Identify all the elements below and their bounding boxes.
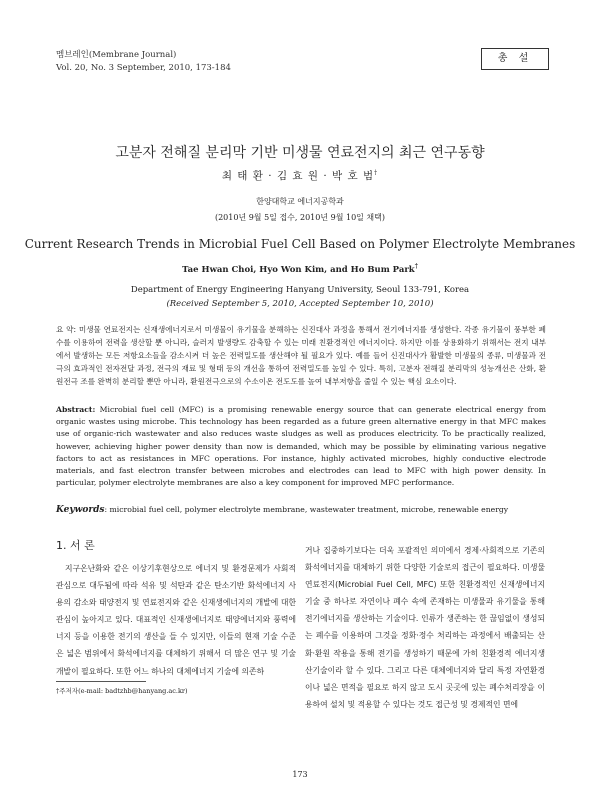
journal-name: 멤브레인(Membrane Journal) <box>56 50 177 60</box>
article-type-badge: 총 설 <box>481 48 549 70</box>
page-number: 173 <box>292 770 308 779</box>
english-abstract-text: Microbial fuel cell (MFC) is a promising renewable energy source that can generate electrical energy from organic wastes using microbe. This technology has been regarded as a future green alternative energy in that MFC makes use of organic-rich wastewater and also reduces waste sludges as well as produces electricity. To be practically realized, however, achieving higher power density than now is demanded, which may be possible by eliminating various negative factors to act as resistances in MFC operations. For instance, highly activated microbes, highly conductive electrode materials, and fast electron transfer between microbes and electrodes can lead to MFC with high power density. In particular, polymer electrolyte membranes are also a key component for improved MFC performance. <box>56 405 546 488</box>
english-abstract-label: Abstract: <box>56 405 96 414</box>
korean-abstract-text: 미생물 연료전지는 신재생에너지로서 미생물이 유기물을 분해하는 신진대사 과정을 통해서 전기에너지를 생성한다. 각종 유기물이 풍부한 폐수를 이용하여 전력을 생산할 뿐 아니라, 슬러지 발생량도 감축할 수 있는 미래 친환경적인 에너지이다. 하지만 이를 상용화하기 위해서는 전지 내부에서 발생하는 모든 저항요소들을 감소시켜 더 높은 전력밀도를 생산해야 될 필요가 있다. 예를 들어 신진대사가 활발한 미생물의 종류, 미생물과 전극의 효과적인 전자전달 과정, 전극의 재료 및 형태 등의 개선을 통하여 전력밀도를 높일 수 있다. 특히, 고분자 전해질 분리막의 성능개선은 산화, 환원전극 조를 완벽히 분리할 뿐만 아니라, 환원전극으로의 수소이온 전도도를 높여 내부저항을 줄일 수 있는 핵심 요소이다. <box>56 325 546 386</box>
english-affiliation: Department of Energy Engineering Hanyang University, Seoul 133-791, Korea <box>130 285 470 295</box>
footnote-divider <box>56 681 146 682</box>
korean-abstract-label: 요 약: <box>56 325 77 334</box>
section-heading: 1. 서 론 <box>56 539 95 552</box>
english-authors-names: Tae Hwan Choi, Hyo Won Kim, and Ho Bum Park <box>182 264 415 275</box>
keywords-text: : microbial fuel cell, polymer electrolyte membrane, wastewater treatment, microbe, renewable energy <box>104 505 509 514</box>
body-column-left: 지구온난화와 같은 이상기후현상으로 에너지 및 환경문제가 사회적 관심으로 대두됨에 따라 석유 및 석탄과 같은 탄소기반 화석에너지 사용의 감소와 태양전지 및 연료전지와 같은 신재생에너지의 개발에 대한 관심이 높아지고 있다. 대표적인 신재생에너지로 태양에너지와 풍력에너지 등을 이용한 전기의 생산을 들 수 있지만, 이들의 현재 기술 수준은 넓은 범위에서 화석에너지를 대체하기 위해서 더 많은 연구 및 기술개발이 필요하다. 또한 어느 하나의 대체에너지 기술에 의존하 <box>56 564 296 676</box>
keywords-label: Keywords <box>56 505 105 515</box>
english-title: Current Research Trends in Microbial Fuel Cell Based on Polymer Electrolyte Membranes <box>24 237 576 251</box>
corresponding-author-mark: † <box>374 169 379 177</box>
korean-received-dates: (2010년 9월 5일 접수, 2010년 9월 10일 채택) <box>214 213 386 222</box>
korean-affiliation: 한양대학교 에너지공학과 <box>256 197 344 206</box>
body-column-right: 거나 집중하기보다는 더욱 포괄적인 의미에서 경제·사회적으로 기존의 화석에너지를 대체하기 위한 다양한 기술로의 접근이 필요하다. 미생물 연료전지(Microbial Fuel Cell, MFC) 또한 친환경적인 신재생에너지 기술 중 하나로 자연이나 폐수 속에 존재하는 미생물과 유기물을 통해 전기에너지를 생산하는 기술이다. 인류가 생존하는 한 끊임없이 생성되는 폐수를 이용하며 그것을 정화·정수 처리하는 과정에서 배출되는 산화·환원 작용을 통해 전기를 생성하기 때문에 가히 친환경적 에너지생산기술이라 할 수 있다. 그리고 다른 대체에너지와 달리 특정 자연환경이나 넓은 면적을 필요로 하지 않고 도시 곳곳에 있는 폐수처리장을 이용하여 설치 및 적용할 수 있다는 것도 접근성 및 경제적인 면에 <box>305 546 545 709</box>
volume-line: Vol. 20, No. 3 September, 2010, 173-184 <box>56 63 231 73</box>
english-received-dates: (Received September 5, 2010, Accepted September 10, 2010) <box>166 299 434 309</box>
corresponding-author-mark-en: † <box>414 263 418 270</box>
keywords <box>56 505 546 515</box>
english-abstract <box>56 404 546 489</box>
journal-header <box>56 49 231 75</box>
english-authors <box>0 263 600 275</box>
korean-authors <box>0 168 600 183</box>
footnote: †주저자(e-mail: badtzhb@hanyang.ac.kr) <box>56 687 188 695</box>
korean-title: 고분자 전해질 분리막 기반 미생물 연료전지의 최근 연구동향 <box>115 145 485 161</box>
korean-authors-names: 최 태 환 · 김 효 원 · 박 호 범 <box>221 170 375 182</box>
korean-abstract <box>56 323 546 388</box>
